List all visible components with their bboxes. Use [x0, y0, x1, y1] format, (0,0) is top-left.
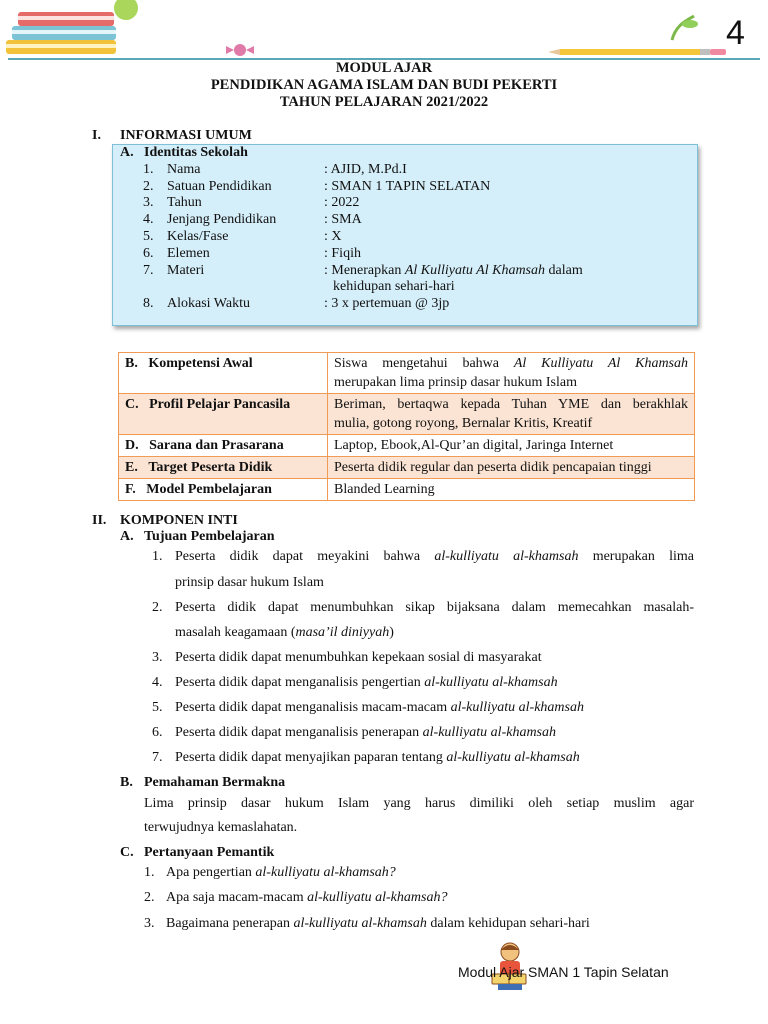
page-number: 4: [726, 14, 745, 52]
list-number: 2.: [144, 890, 155, 905]
identity-value: : 3 x pertemuan @ 3jp: [324, 296, 450, 311]
identity-label: Alokasi Waktu: [167, 296, 250, 311]
table-header-cell: F. Model Pembelajaran: [119, 479, 328, 501]
table-header-cell: C. Profil Pelajar Pancasila: [119, 394, 328, 435]
list-item: Apa saja macam-macam al-kulliyatu al-khamsah?: [166, 890, 448, 905]
table-row: [119, 457, 695, 479]
list-item: Peserta didik dapat menganalisis penerapan al-kulliyatu al-khamsah: [175, 725, 557, 740]
doc-title-line3: TAHUN PELAJARAN 2021/2022: [279, 94, 489, 110]
section-1-number: I.: [92, 128, 101, 143]
list-item: Peserta didik dapat menganalisis pengertian al-kulliyatu al-khamsah: [175, 675, 558, 690]
list-item-continued: prinsip dasar hukum Islam: [175, 575, 324, 590]
identity-value: : 2022: [324, 195, 360, 210]
subsection-b-letter: B.: [120, 775, 133, 790]
identity-num: 6.: [143, 246, 154, 261]
list-item: Apa pengertian al-kulliyatu al-khamsah?: [166, 865, 396, 880]
section-2-title: KOMPONEN INTI: [120, 513, 238, 528]
table-row: [119, 435, 695, 457]
identity-label: Satuan Pendidikan: [167, 179, 272, 194]
section-1-title: INFORMASI UMUM: [120, 128, 252, 143]
identity-value: : SMA: [324, 212, 362, 227]
table-value-cell: Blanded Learning: [328, 479, 695, 501]
pemahaman-line1: Lima prinsip dasar hukum Islam yang harus dimiliki oleh setiap muslim agar: [144, 796, 694, 811]
identity-label: Kelas/Fase: [167, 229, 229, 244]
list-number: 6.: [152, 725, 163, 740]
identity-value: : X: [324, 229, 342, 244]
table-value-cell: Peserta didik regular dan peserta didik pencapaian tinggi: [328, 457, 695, 479]
list-item: Peserta didik dapat menumbuhkan sikap bijaksana dalam memecahkan masalah-: [175, 600, 694, 615]
section-2-number: II.: [92, 513, 107, 528]
identity-label: Tahun: [167, 195, 202, 210]
info-table: [118, 352, 695, 501]
pemahaman-line2: terwujudnya kemaslahatan.: [144, 820, 298, 835]
identity-label: Materi: [167, 263, 205, 278]
doc-title-line2: PENDIDIKAN AGAMA ISLAM DAN BUDI PEKERTI: [210, 77, 558, 93]
identity-num: 1.: [143, 162, 154, 177]
table-header-cell: E. Target Peserta Didik: [119, 457, 328, 479]
identity-value: : AJID, M.Pd.I: [324, 162, 407, 177]
subsection-a-title: Tujuan Pembelajaran: [144, 529, 275, 544]
list-number: 1.: [152, 549, 163, 564]
list-item: Peserta didik dapat menyajikan paparan tentang al-kulliyatu al-khamsah: [175, 750, 580, 765]
books-illustration: [0, 0, 768, 62]
subsection-a-letter: A.: [120, 529, 134, 544]
list-number: 3.: [152, 650, 163, 665]
table-value-cell: Laptop, Ebook,Al-Qur’an digital, Jaringa Internet: [328, 435, 695, 457]
list-number: 4.: [152, 675, 163, 690]
table-value-cell: Beriman, bertaqwa kepada Tuhan YME dan berakhlak mulia, gotong royong, Bernalar Kritis, Kreatif: [328, 394, 695, 435]
list-item: Bagaimana penerapan al-kulliyatu al-khamsah dalam kehidupan sehari-hari: [166, 916, 590, 931]
doc-title-line1: MODUL AJAR: [335, 60, 433, 76]
list-number: 5.: [152, 700, 163, 715]
identity-num: 2.: [143, 179, 154, 194]
list-number: 3.: [144, 916, 155, 931]
identity-value: : SMAN 1 TAPIN SELATAN: [324, 179, 491, 194]
subsection-c-title: Pertanyaan Pemantik: [144, 845, 275, 860]
table-row: [119, 479, 695, 501]
list-number: 1.: [144, 865, 155, 880]
table-header-cell: D. Sarana dan Prasarana: [119, 435, 328, 457]
identity-value-materi: : Menerapkan Al Kulliyatu Al Khamsah dalam: [324, 263, 583, 278]
identity-num: 8.: [143, 296, 154, 311]
identity-label: Nama: [167, 162, 201, 177]
list-item: Peserta didik dapat menumbuhkan kepekaan sosial di masyarakat: [175, 650, 542, 665]
identity-value: : Fiqih: [324, 246, 361, 261]
subsection-b-title: Pemahaman Bermakna: [144, 775, 286, 790]
list-item-continued: masalah keagamaan (masa’il diniyyah): [175, 625, 394, 640]
header-banner: [0, 0, 768, 62]
table-value-cell: Siswa mengetahui bahwa Al Kulliyatu Al Khamsah merupakan lima prinsip dasar hukum Islam: [328, 353, 695, 394]
subsection-c-letter: C.: [120, 845, 134, 860]
list-item: Peserta didik dapat meyakini bahwa al-kulliyatu al-khamsah merupakan lima: [175, 549, 694, 564]
list-item: Peserta didik dapat menganalisis macam-macam al-kulliyatu al-khamsah: [175, 700, 584, 715]
table-row: [119, 394, 695, 435]
identity-num: 5.: [143, 229, 154, 244]
identity-letter: A.: [120, 145, 134, 160]
table-header-cell: B. Kompetensi Awal: [119, 353, 328, 394]
identity-label: Elemen: [167, 246, 210, 261]
identity-num: 4.: [143, 212, 154, 227]
identity-num: 7.: [143, 263, 154, 278]
footer-text: Modul Ajar SMAN 1 Tapin Selatan: [458, 964, 669, 980]
table-row: [119, 353, 695, 394]
identity-value-materi-line2: kehidupan sehari-hari: [333, 279, 455, 294]
identity-label: Jenjang Pendidikan: [167, 212, 277, 227]
identity-num: 3.: [143, 195, 154, 210]
identity-title: Identitas Sekolah: [144, 145, 248, 160]
list-number: 2.: [152, 600, 163, 615]
list-number: 7.: [152, 750, 163, 765]
